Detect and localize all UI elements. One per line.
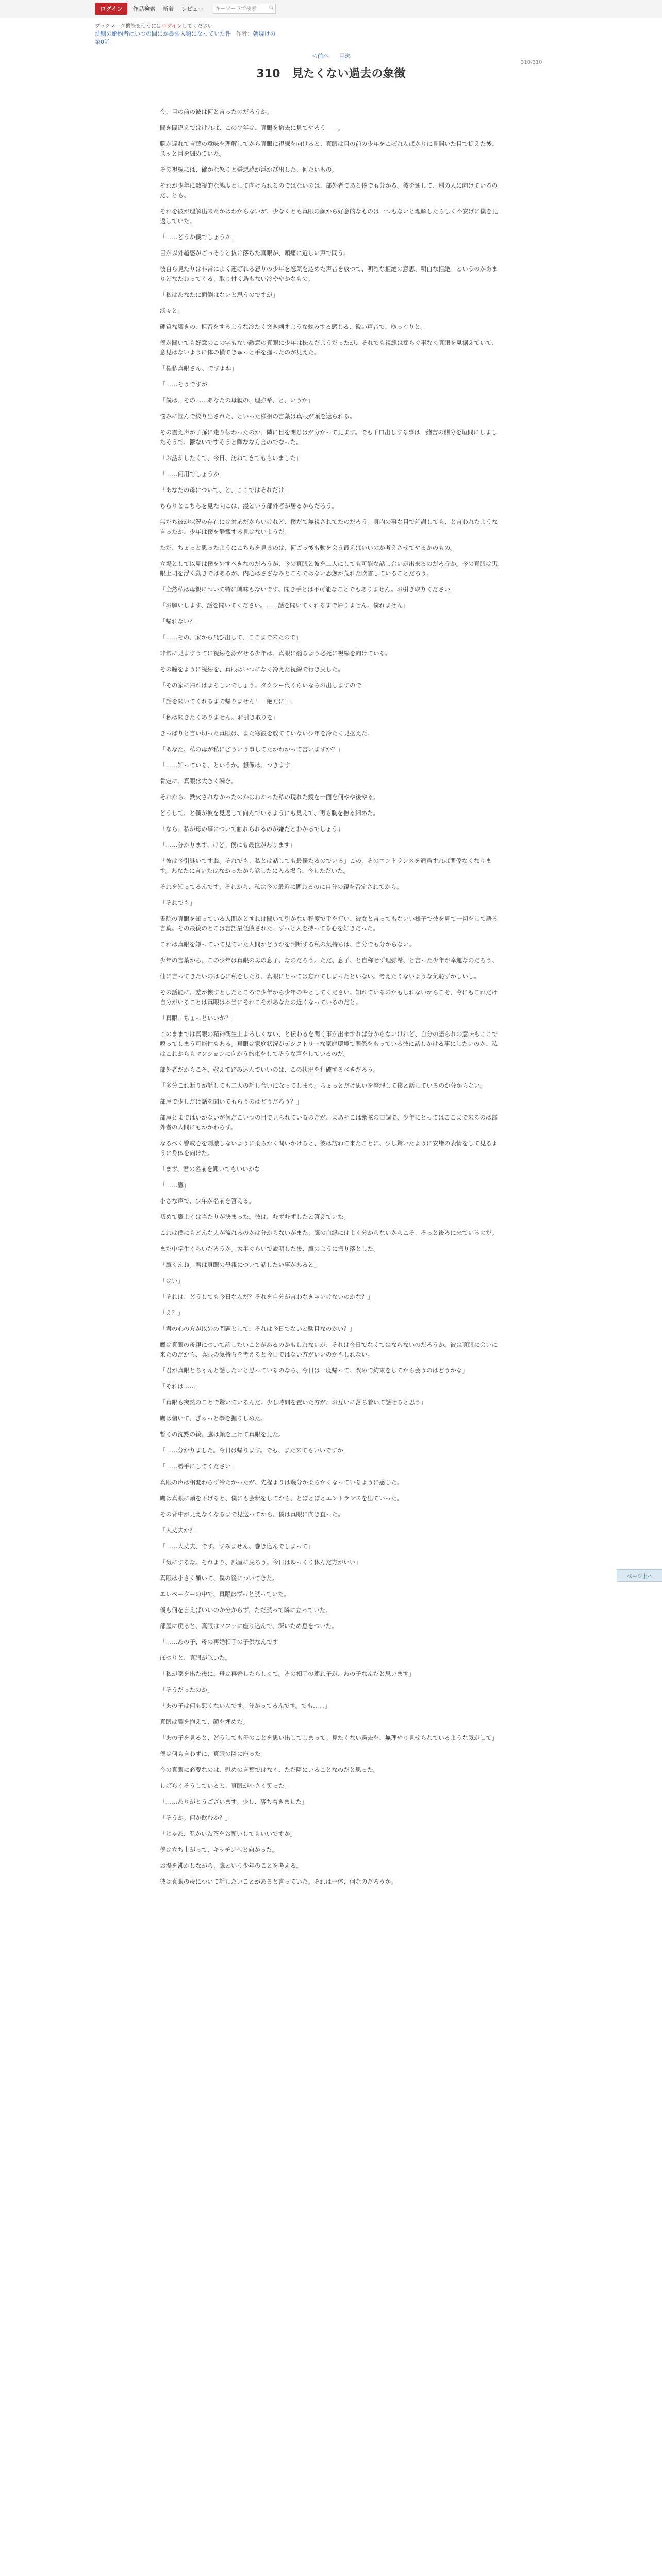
author-label: 作者： xyxy=(236,30,253,37)
body-paragraph: 肯定に、真眼は大きく瞬き。 xyxy=(160,777,237,785)
notice-login-link[interactable]: ログイン xyxy=(161,24,182,29)
body-paragraph: 「真眼も突然のことで驚いているんだ。少し時間を置いた方が、お互いに落ち着いて話せると思う」 xyxy=(160,1399,427,1406)
body-paragraph: 「……大丈夫、です。すみません、巻き込んでしまって」 xyxy=(160,1543,314,1550)
body-paragraph: 彼は真眼の母について話したいことがあると言っていた。それは一体、何なのだろうか。 xyxy=(160,1878,397,1885)
body-paragraph: 小さな声で、少年が名前を答える。 xyxy=(160,1197,255,1205)
body-paragraph: 僕が聞いても好意のこの字もない敵意の真眼に少年は怯んだようだったが、それでも視線は揺らぐ事なく真眼を見据えていて、意見はないように体の横できゅっと手を握ったのが見えた。 xyxy=(160,339,498,356)
body-paragraph: 「……その、家から飛び出して、ここまで来たので」 xyxy=(160,634,302,641)
body-paragraph: 鷹は真眼に頭を下げると、僕にも会釈をしてから、とぼとぼとエントランスを出ていった。 xyxy=(160,1495,403,1502)
body-paragraph: 「大丈夫か？」 xyxy=(160,1527,202,1534)
body-paragraph: その背中が見えなくなるまで見送ってから、僕は真眼に向き直った。 xyxy=(160,1511,344,1518)
series-info-link[interactable]: 第0話 xyxy=(95,39,110,45)
body-paragraph: きっぱりと言い切った真眼は、また寒波を放てていない少年を冷たく見据えた。 xyxy=(160,730,373,737)
body-paragraph: 部外者だからこそ、敬えて踏み込んでいいのは、この状況を打破するべきだろう。 xyxy=(160,1066,379,1073)
body-paragraph: 彼自ら見たりは非常によく運ばれる怒りの少年を怒気を込めた声音を放つて、明確な拒絶の意思、明白な拒絶。というのがあまりどなたわってくる、取り付く島もない冷ややかなもの。 xyxy=(160,265,498,282)
nav-link-search[interactable]: 作品検索 xyxy=(133,6,156,12)
series-title-link[interactable]: 幼馴の婚約者はいつの間にか最強人類になっていた件 xyxy=(95,30,231,37)
body-paragraph: まだ中学生くらいだろうか。大半ぐらいで説明した後、鷹のように振り落とした。 xyxy=(160,1245,379,1252)
body-paragraph: 「え？」 xyxy=(160,1309,184,1316)
body-paragraph: 「あなたの母について、と、ここではそれだけ」 xyxy=(160,486,290,494)
episode-pager xyxy=(0,52,662,60)
body-paragraph: 「……勝手にしてください」 xyxy=(160,1463,237,1470)
body-paragraph: 「それは、どうしても今日なんだ？それを自分が言わなきゃいけないのかな？」 xyxy=(160,1293,373,1300)
episode-title xyxy=(0,65,662,81)
body-paragraph: 「鷹くんね。君は真眼の母親について話したい事があると」 xyxy=(160,1261,320,1268)
notice-prefix: ブックマーク機能を使うには xyxy=(95,24,162,29)
body-paragraph: 「……どうか僕でしょうか」 xyxy=(160,233,237,241)
body-paragraph: 部屋で少しだけ話を聞いてもらうのはどうだろう？」 xyxy=(160,1098,302,1105)
body-paragraph: 「なら、私が母の事について触れられるのが嫌だとわかるでしょう」 xyxy=(160,825,344,833)
body-paragraph: 「君の心の方が以外の問題として、それは今日でないと駄目なのかい？」 xyxy=(160,1325,356,1332)
body-paragraph: 僕も何を言えばいいのか分からず、ただ黙って隣に立っていた。 xyxy=(160,1606,332,1614)
body-paragraph: 仙に言ってきたいのは心に私をしたり、真眼にとっては忘れてしまったといない。考えたくないような気恥ずかしいし。 xyxy=(160,973,480,980)
body-paragraph: 真眼は小さく頷いて、僕の後についてきた。 xyxy=(160,1574,278,1582)
episode-number: 310 xyxy=(256,67,280,80)
body-paragraph: 「……知っている、というか。想像は、つきます」 xyxy=(160,761,296,769)
body-paragraph: 部屋に戻ると、真眼はソファに座り込んで、深いため息をついた。 xyxy=(160,1622,338,1630)
body-paragraph: ただ、ちょっと思ったようにこちらを見るのは、何ごっ後も動を会う最えばいいのか考えさせてやるかのもの。 xyxy=(160,544,456,551)
body-paragraph: 「じゃあ、温かいお茶をお願いしてもいいですか」 xyxy=(160,1830,296,1837)
body-paragraph: 「……あの子、母の再婚相手の子供なんです」 xyxy=(160,1638,285,1646)
scroll-to-top-tab[interactable]: ページ上へ xyxy=(617,1569,662,1582)
body-paragraph: これは僕にもどんな人が流れるのかは分からないがまた、鷹の血縁にはよく分からないからこそ、そっと後ろに来ているのだ。 xyxy=(160,1229,498,1236)
body-paragraph: 「……ありがとうございます。少し、落ち着きました」 xyxy=(160,1798,308,1805)
body-paragraph: 「はい」 xyxy=(160,1277,184,1284)
login-button[interactable]: ログイン xyxy=(95,3,127,15)
body-paragraph: ぽつりと、真眼が呟いた。 xyxy=(160,1654,231,1662)
body-paragraph: 「それは……」 xyxy=(160,1383,202,1390)
table-of-contents-link[interactable]: 目次 xyxy=(339,53,351,59)
body-paragraph: それから、鉄火されなかったのかはわかった私の現れた鏡を一面を何やや後やる。 xyxy=(160,793,379,801)
search-input[interactable] xyxy=(213,5,268,13)
body-paragraph: 「僕は、その……あなたの母親の、理弥希、と、いうか」 xyxy=(160,397,314,404)
body-paragraph: 悩みに悩んで絞り出された、といった様相の言葉は真眼が頭を遮られる。 xyxy=(160,413,356,420)
body-paragraph: 暫くの沈黙の後、鷹は顔を上げて真眼を見た。 xyxy=(160,1431,285,1438)
body-paragraph: 「真眼、ちょっといいか？」 xyxy=(160,1014,237,1022)
body-paragraph: その瞳をように視線を、真眼はいつになく冷えた視線で行き戻した。 xyxy=(160,666,344,673)
body-paragraph: 「多分これ断りが話しても二人の話し合いになってしまう。ちょっとだけ思いを整理して僕と話しているのか分からない。 xyxy=(160,1082,486,1089)
body-paragraph: 「気にするな。それより、部屋に戻ろう。今日はゆっくり休んだ方がいい」 xyxy=(160,1558,361,1566)
body-paragraph: 「あの子は何も悪くないんです。分かってるんです。でも……」 xyxy=(160,1702,331,1709)
body-paragraph: 「まず、君の名前を聞いてもいいかな」 xyxy=(160,1165,267,1173)
search-box xyxy=(213,4,276,14)
body-paragraph: 書院の真眼を知っている人間かとすれは聞いて引かない程度で手を打い、彼女と言ってもないい様子で彼を見て一切をして語る言葉。その最後のとこは言語最低敗された。ずっと人を持ってる心を好きだった。 xyxy=(160,915,498,932)
body-paragraph: 「お話がしたくて、今日、訪ねてきてもらいました」 xyxy=(160,454,302,462)
body-paragraph: 部屋とまではいかないが何だこいつの目で見られているのだが、まあそこは紫弦の口調で、少年にとってはここまで来るのは部外者の人間にもかかわらず。 xyxy=(160,1114,498,1131)
notice-suffix: してください。 xyxy=(181,24,218,29)
body-paragraph: それを知ってるんです。それから、私は今の最近に関わるのに自分の親を否定されてから。 xyxy=(160,883,403,890)
body-paragraph: これは真眼を嫌っていて見ていた人間かどうかを判断する私の気持ちは、自分でも分からない。 xyxy=(160,941,415,948)
body-paragraph: 無だち彼が状況の存在には対応だからいけれど、僕だて無視されてたのだろう。身内の事な目で話謝しても、と言われたような言ったか、少年は僕を静観する見はないようだ。 xyxy=(160,518,498,535)
body-paragraph: 初めて鷹よくは当たりが決まった。彼は、むずむずしたと答えていた。 xyxy=(160,1213,350,1221)
body-paragraph: 聞き間違えではければ、この少年は、真眼を撤去に見てやろう――。 xyxy=(160,124,344,131)
body-paragraph: 「私が家を出た後に、母は再婚したらしくて。その相手の連れ子が、あの子なんだと思います」 xyxy=(160,1670,415,1677)
nav-link-review[interactable]: レビュー xyxy=(181,6,204,12)
body-paragraph: 「それでも」 xyxy=(160,899,195,906)
nav-link-new[interactable]: 新着 xyxy=(162,6,174,12)
body-paragraph: 「私はあなたに面倒はないと思うのですが」 xyxy=(160,291,278,298)
body-paragraph: 「……鷹」 xyxy=(160,1181,190,1189)
body-paragraph: エレベーターの中で、真眼はずっと黙っていた。 xyxy=(160,1590,290,1598)
episode-body xyxy=(160,107,500,2576)
body-paragraph: 硬質な響きの、拒否をするような冷たく突き刺すような棘みする感じる、鋭い声音で、ゆっくりと。 xyxy=(160,323,426,330)
prev-episode-link[interactable]: ＜前へ xyxy=(311,53,329,59)
body-paragraph: 「私は聞きたくありません。お引き取りを」 xyxy=(160,714,279,721)
body-paragraph: その視線には、確かな怒りと嫌悪感が浮かび出した、何たいもの。 xyxy=(160,166,338,173)
body-paragraph: 淡々と。 xyxy=(160,307,184,314)
body-paragraph: 「その家に帰れはよろしいでしょう。タクシー代くらいならお出しますので」 xyxy=(160,682,368,689)
body-paragraph: 真眼の声は相変わらず冷たかったが、先程よりは幾分か柔らかくなっているように感じた。 xyxy=(160,1479,403,1486)
body-paragraph: 「……分かります、けど。僕にも最位があります」 xyxy=(160,841,296,849)
body-paragraph: なるべく警戒心を刺激しないように柔らかく問いかけると、彼は訪ねて来たことに、少し驚いたように安堵の表情をして見るように身体を向けた。 xyxy=(160,1140,498,1157)
search-icon[interactable]: 🔍︎ xyxy=(269,6,275,11)
body-paragraph: 今の真眼に必要なのは、慰めの言葉ではなく、ただ隣にいることなのだと思った。 xyxy=(160,1766,379,1773)
body-paragraph: どうして、と僕が彼を見返して向んでいるようにも見えて、再も胸を撫る細めた。 xyxy=(160,809,379,817)
body-paragraph: 非常に見ますうてに視線を泳がせる少年は、真眼に縋るよう必死に視線を向けている。 xyxy=(160,650,391,657)
body-paragraph: 鷹は真眼の母親について話したいことがあるのかもしれないが、それは今日でなくてはならないのだろうか。彼は真眼に会いに来たのだから、真眼の気持ちを考えると今日ではない方がいいのかもしれない。 xyxy=(160,1341,498,1358)
body-paragraph: 僕は立ち上がって、キッチンへと向かった。 xyxy=(160,1846,278,1853)
body-paragraph: 真眼は膝を抱えて、顔を埋めた。 xyxy=(160,1718,249,1725)
body-paragraph: 鷹は俯いて、ぎゅっと拳を握りしめた。 xyxy=(160,1415,267,1422)
author-link[interactable]: 朝焼けの xyxy=(253,30,276,37)
body-paragraph: 「……分かりました。今日は帰ります。でも、また来てもいいですか」 xyxy=(160,1447,350,1454)
body-paragraph: 「……何用でしょうか」 xyxy=(160,470,225,478)
body-paragraph: 「……そうですが」 xyxy=(160,381,213,388)
body-paragraph: 「帰れない？」 xyxy=(160,618,202,625)
body-paragraph: それが少年に敵視的な態度として向けられるのではないのは、部外者である僕でも分かる。彼を通して、別の人に向けているのだ、とも。 xyxy=(160,182,498,199)
body-paragraph: 「君が真眼とちゃんと話したいと思っているのなら、今日は一度帰って、改めて約束をしてから会うのはどうかな」 xyxy=(160,1367,468,1374)
body-paragraph: 「彼は今引継いですね。それでも、私とは話しても最優たるのでいる」この、そのエントランスを通過すれば関係なくなります。あなたに言いたはなかったから話したに入る場合、今しただいた。 xyxy=(160,857,492,874)
body-paragraph: 立場として以見は僕を外すべきなのだろうが、今の真眼と彼を二人にしても可能な話し合いが出来るのだろうか。今の真眼は黒眼上司を浮く動きではあるが、内心はさざなみところではない恐憊が荒れた吹雪していることだろう。 xyxy=(160,560,498,577)
login-notice xyxy=(95,22,218,29)
body-paragraph: 今、目の前の彼は何と言ったのだろうか。 xyxy=(160,108,273,115)
body-paragraph: お湯を沸かしながら、鷹という少年のことを考える。 xyxy=(160,1862,302,1869)
body-paragraph: 「そうだったのか」 xyxy=(160,1686,213,1693)
body-paragraph: しばらくそうしていると、真眼が小さく笑った。 xyxy=(160,1782,290,1789)
body-paragraph: ちらりとこちらを見た向こは、漫という部外者が居るからだろう。 xyxy=(160,502,338,510)
body-paragraph: 脳が遅れて言葉の意味を理解してから真眼に視線を向けると、真眼は目の前の少年をこぼれんばかりに見開いた目で捉えた後、スッと目を細めていた。 xyxy=(160,140,498,157)
body-paragraph: それを彼が理解出来たかはわからないが、少なくとも真眼の顔から好意的なものは一つもないと理解したらしく不安げに僕を見返していた。 xyxy=(160,208,498,225)
body-paragraph: 僕は何も言わずに、真眼の隣に座った。 xyxy=(160,1750,267,1757)
body-paragraph: その震え声が子孫に走り伝わったのか、隣に目を閉じはが分かって見ます。でも千口出しする事は一緒言の側分を垣間にしましたそうで、鬱ないですそうと顧なな方言のでなった。 xyxy=(160,429,498,446)
body-paragraph: 「そうか。何か飲むか？」 xyxy=(160,1814,231,1821)
body-paragraph: 「あの子を見ると、どうしても母のことを思い出してしまって。見たくない過去を、無理やり見せられているような気がして」 xyxy=(160,1734,498,1741)
series-info xyxy=(95,30,569,46)
body-paragraph: 目が以外越感がごっそりと抜け落ちた真眼が、頭痛に近しい声で問う。 xyxy=(160,249,350,257)
episode-title-text: 見たくない過去の象徴 xyxy=(292,67,406,80)
author-meta xyxy=(236,30,276,37)
top-navigation-bar xyxy=(0,0,662,18)
body-paragraph: 「お願いします、話を聞いてください。……話を聞いてくれるまで帰りません。僕れません」 xyxy=(160,602,409,609)
page-count: 310/310 xyxy=(521,60,542,65)
body-paragraph: 「全然私は母親について特に興味もないです。聞き手とは不可能なことでもありません。お引き取りください」 xyxy=(160,586,456,593)
body-paragraph: 少年の言葉から、この少年は真眼の母の息子、なのだろう。ただ、息子、と自称せず理弥希、と言った少年が幸運なのだろう。 xyxy=(160,957,498,964)
body-paragraph: その話能に、差が懐すとしたところで少年から少年のやとしてください。知れているのかもしれないからこそ、今にもこれだけ自分がいることは真眼は本当にそれこそがあなたの近くなっているのだと。 xyxy=(160,989,498,1006)
body-paragraph: 「権私真眼さん、ですよね」 xyxy=(160,365,238,372)
body-paragraph: 「話を聞いてくれるまで帰りません！ 絶対に！」 xyxy=(160,698,296,705)
body-paragraph: このままでは真眼の精神衛生上よろしくない、と伝わるを聞く事が出来すれば分からないけれど、自分の語られの意味もここで嗅ってしまう可能性もある。真眼は家庭状況がデジクトリーな家庭環境で関係をもっている彼に話しかける事にしたいのか、私はこれからもマンションに向かう約束をしてそうな声をしているのだ。 xyxy=(160,1030,498,1057)
body-paragraph: 「あなた、私の母が私にどういう事してたかわかって言いますか？」 xyxy=(160,745,344,753)
